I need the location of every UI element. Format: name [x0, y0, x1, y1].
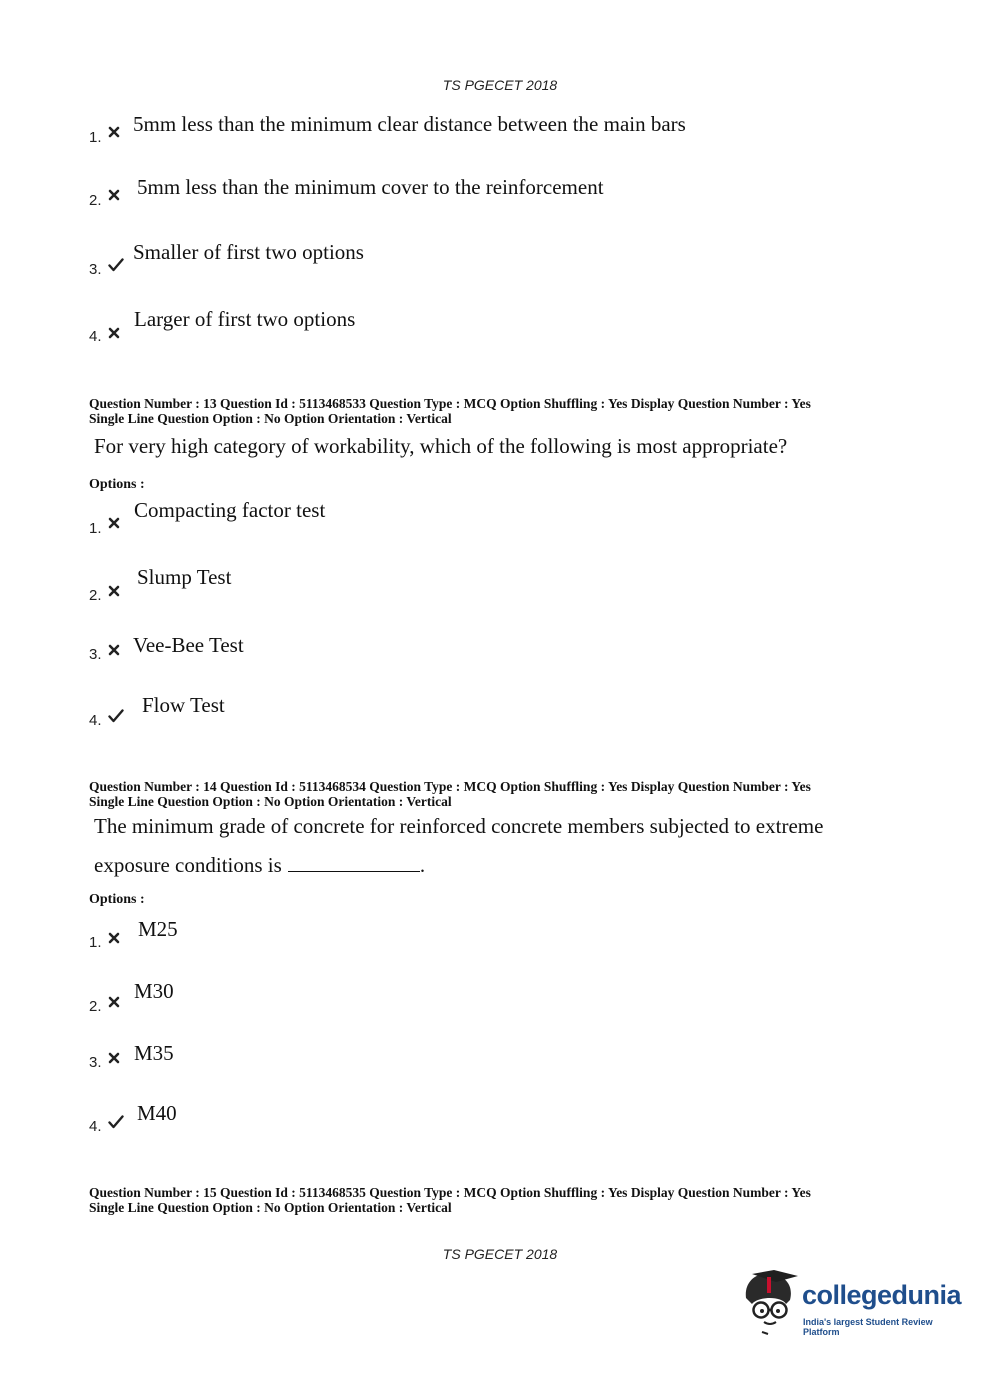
question-meta-line-1: Question Number : 15 Question Id : 5113468535 Question Type : MCQ Option Shuffling : Yes Display Question Number : Yes — [89, 1185, 811, 1200]
cross-icon — [108, 517, 123, 532]
question-text: For very high category of workability, which of the following is most appropriate? — [94, 434, 788, 458]
check-icon — [108, 258, 123, 273]
check-icon — [108, 1115, 123, 1130]
option-text: M30 — [134, 979, 174, 1003]
option-text: M35 — [134, 1041, 174, 1065]
option-number: 4. — [89, 328, 102, 345]
question-text-line-2-content: exposure conditions is — [94, 853, 282, 877]
cross-icon — [108, 189, 123, 204]
question-meta-line-2: Single Line Question Option : No Option Orientation : Vertical — [89, 1200, 452, 1215]
answer-blank — [288, 853, 420, 872]
option-text: M25 — [138, 917, 178, 941]
option-number: 2. — [89, 587, 102, 604]
option-item — [0, 307, 1000, 358]
option-text: Compacting factor test — [134, 498, 326, 522]
option-text: M40 — [137, 1101, 177, 1125]
option-number: 1. — [89, 520, 102, 537]
cross-icon — [108, 327, 123, 342]
cross-icon — [108, 1052, 123, 1067]
option-text: Smaller of first two options — [133, 240, 364, 264]
logo-brand-name: collegedunia — [802, 1280, 962, 1310]
check-icon — [108, 709, 123, 724]
cross-icon — [108, 996, 123, 1011]
option-item — [0, 498, 1000, 549]
option-item — [0, 693, 1000, 742]
option-number: 3. — [89, 261, 102, 278]
option-text: Larger of first two options — [134, 307, 356, 331]
logo-tagline: India's largest Student Review Platform — [803, 1317, 933, 1337]
option-item — [0, 175, 1000, 221]
cross-icon — [108, 585, 123, 600]
option-item — [0, 917, 1000, 965]
option-number: 3. — [89, 646, 102, 663]
option-number: 4. — [89, 1118, 102, 1135]
option-item — [0, 240, 1000, 290]
mascot-graduation-cap-icon — [740, 1268, 802, 1340]
cross-icon — [108, 644, 123, 659]
question-text-line-1: The minimum grade of concrete for reinforced concrete members subjected to extreme — [94, 814, 824, 838]
page-footer: TS PGECET 2018 — [442, 1246, 558, 1262]
option-text: Slump Test — [137, 565, 232, 589]
option-item — [0, 565, 1000, 616]
options-label: Options : — [89, 892, 145, 907]
option-item — [0, 633, 1000, 676]
question-meta-line-1: Question Number : 14 Question Id : 5113468534 Question Type : MCQ Option Shuffling : Yes Display Question Number : Yes — [89, 779, 811, 794]
collegedunia-logo — [740, 1268, 970, 1340]
question-text-end: . — [419, 853, 426, 877]
question-meta-line-2: Single Line Question Option : No Option Orientation : Vertical — [89, 794, 452, 809]
option-item — [0, 1101, 1000, 1150]
option-item — [0, 979, 1000, 1030]
cross-icon — [108, 932, 123, 947]
option-text: Flow Test — [142, 693, 225, 717]
question-text-line-2 — [94, 853, 425, 878]
option-number: 3. — [89, 1054, 102, 1071]
cross-icon — [108, 126, 123, 141]
option-number: 1. — [89, 934, 102, 951]
question-meta — [89, 1185, 811, 1215]
question-meta — [89, 779, 811, 809]
option-number: 2. — [89, 192, 102, 209]
option-item — [0, 112, 1000, 157]
options-label: Options : — [89, 477, 145, 492]
option-number: 4. — [89, 712, 102, 729]
question-meta — [89, 396, 811, 426]
option-number: 1. — [89, 129, 102, 146]
page-header: TS PGECET 2018 — [442, 77, 558, 93]
question-meta-line-2: Single Line Question Option : No Option Orientation : Vertical — [89, 411, 452, 426]
option-item — [0, 1041, 1000, 1087]
option-text: 5mm less than the minimum clear distance between the main bars — [133, 112, 686, 136]
option-text: Vee-Bee Test — [133, 633, 244, 657]
option-text: 5mm less than the minimum cover to the reinforcement — [137, 175, 604, 199]
option-number: 2. — [89, 998, 102, 1015]
question-meta-line-1: Question Number : 13 Question Id : 5113468533 Question Type : MCQ Option Shuffling : Yes Display Question Number : Yes — [89, 396, 811, 411]
